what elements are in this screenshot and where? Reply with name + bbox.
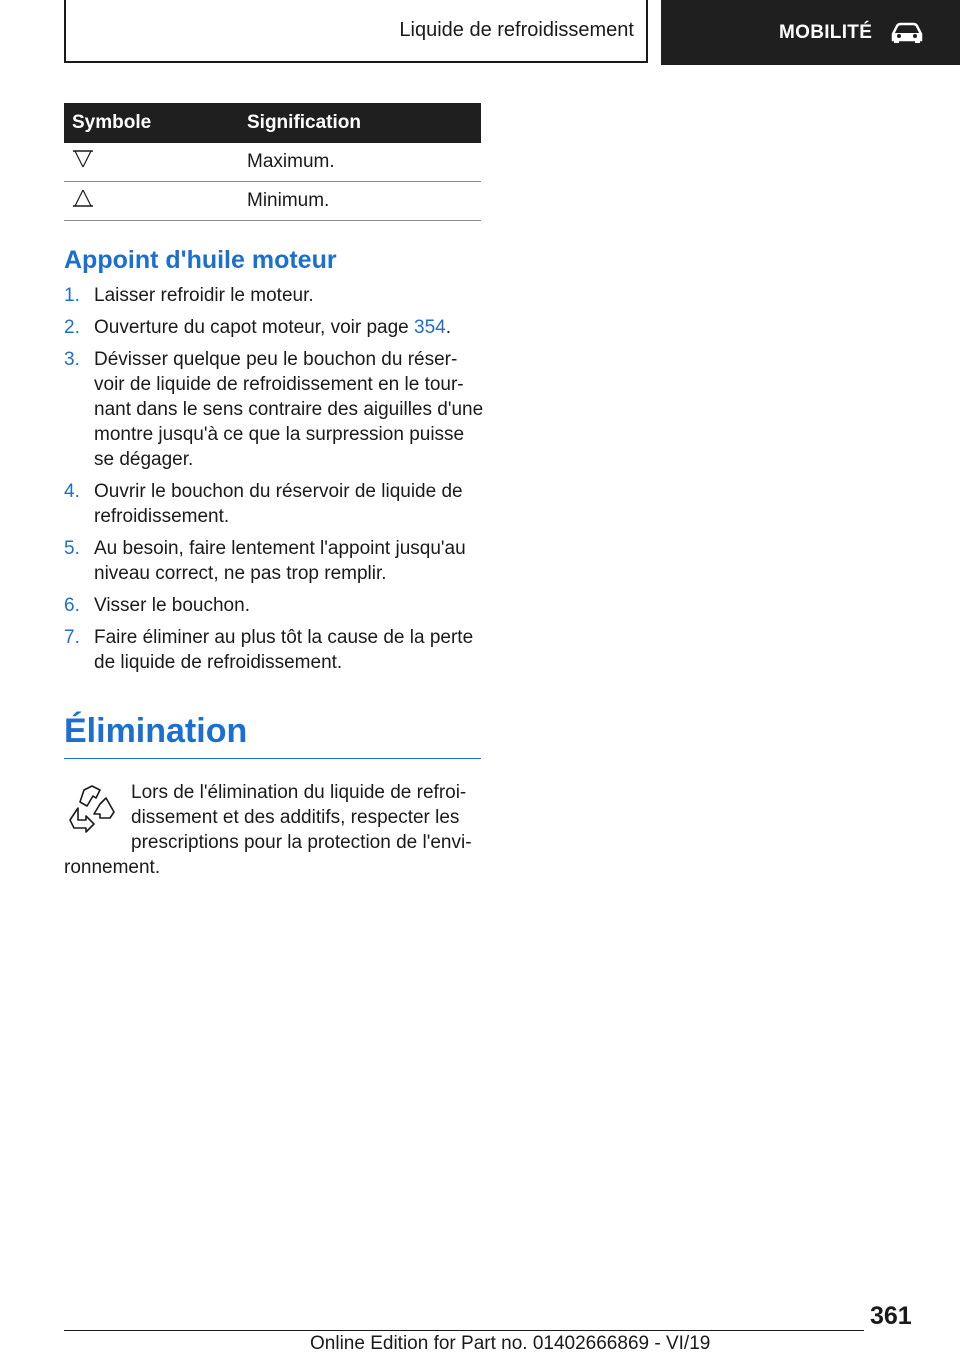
table-header-symbol: Symbole xyxy=(64,103,247,143)
page-number: 361 xyxy=(870,1302,912,1330)
step-text-end: . xyxy=(445,317,451,338)
oil-refill-title: Appoint d'huile moteur xyxy=(64,246,337,274)
car-icon xyxy=(890,22,924,44)
step-text: Faire éliminer au plus tôt la cause de la perte de liquide de refroidissement. xyxy=(94,627,474,673)
step-number: 6. xyxy=(64,595,80,616)
table-cell-meaning: Minimum. xyxy=(247,182,481,221)
step-number: 2. xyxy=(64,317,80,338)
step-number: 3. xyxy=(64,349,80,370)
chapter-header xyxy=(64,0,648,63)
chapter-title: Liquide de refroidissement xyxy=(399,19,634,41)
section-header xyxy=(661,0,960,65)
table-header-meaning: Signification xyxy=(247,103,481,143)
list-item xyxy=(64,315,484,340)
step-number: 7. xyxy=(64,627,80,648)
step-text: Ouverture du capot moteur, voir page xyxy=(94,317,415,338)
step-text: Visser le bouchon. xyxy=(94,595,250,616)
step-number: 4. xyxy=(64,481,80,502)
table-cell-meaning: Maximum. xyxy=(247,143,481,182)
section-divider xyxy=(64,758,481,759)
min-mark-icon xyxy=(72,188,94,208)
oil-refill-steps xyxy=(64,283,484,682)
list-item xyxy=(64,479,484,529)
step-text: Ouvrir le bouchon du réservoir de liquide de refroidissement. xyxy=(94,481,463,527)
step-text: Au besoin, faire lentement l'appoint jusqu'au niveau correct, ne pas trop remplir. xyxy=(94,538,466,584)
table-row xyxy=(64,143,481,182)
disposal-title: Élimination xyxy=(64,712,248,750)
section-title: MOBILITÉ xyxy=(779,21,873,43)
max-mark-icon xyxy=(72,149,94,169)
list-item xyxy=(64,283,484,308)
symbol-table xyxy=(64,103,481,221)
footer-divider xyxy=(64,1330,864,1331)
list-item xyxy=(64,625,484,675)
step-number: 5. xyxy=(64,538,80,559)
edition-note: Online Edition for Part no. 01402666869 - VI/19 xyxy=(310,1333,711,1354)
list-item xyxy=(64,347,484,472)
disposal-text: Lors de l'élimination du liquide de refroi- dissement et des additifs, respecter les prescriptions pour la protection de l'envi- ronnement. xyxy=(64,782,472,878)
table-row xyxy=(64,182,481,221)
page-reference-link[interactable]: 354 xyxy=(414,317,446,338)
step-number: 1. xyxy=(64,285,80,306)
step-text: Dévisser quelque peu le bouchon du réser-voir de liquide de refroidissement en le tour-nant dans le sens contraire des aiguilles d'une montre jusqu'à ce que la surpression puisse se dégager. xyxy=(94,349,484,470)
step-text: Laisser refroidir le moteur. xyxy=(94,285,314,306)
list-item xyxy=(64,593,484,618)
list-item xyxy=(64,536,484,586)
